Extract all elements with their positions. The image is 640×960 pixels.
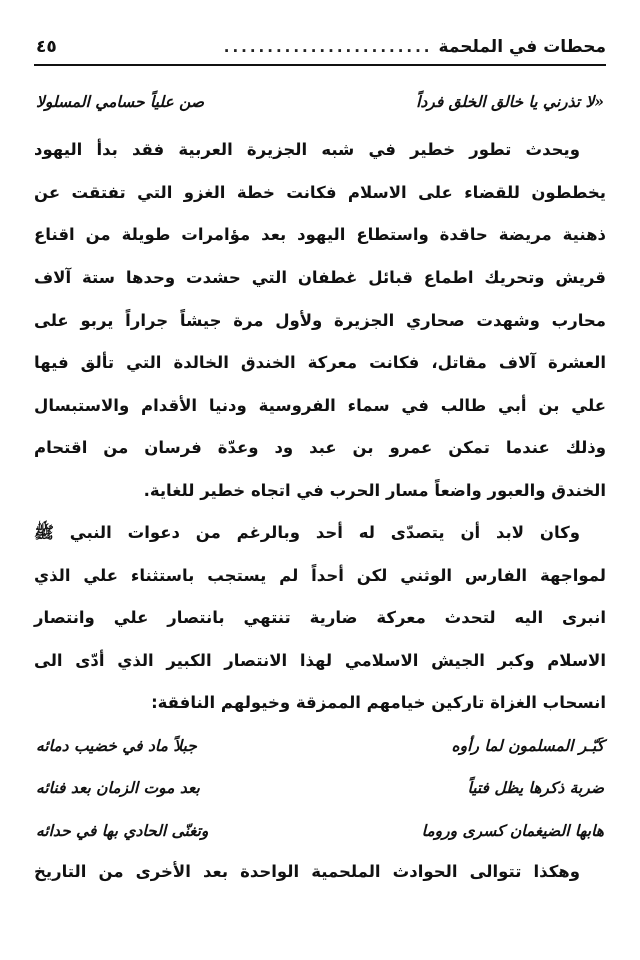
- paragraph-line: لمواجهة الفارس الوثني لكن أحداً لم يستجب باستثناء علي الذي: [34, 566, 606, 585]
- verse-first-hemistich: «لا تذرني يا خالق الخلق فرداً: [416, 92, 604, 111]
- verse-second-hemistich: صن علياً حسامي المسلولا: [36, 92, 205, 111]
- paragraph-line: ويحدث تطور خطير في شبه الجزيرة العربية فقد بدأ اليهود: [34, 140, 580, 159]
- opening-verse: [36, 92, 604, 111]
- verse-second-hemistich: بعد موت الزمان بعد فنائه: [36, 778, 200, 797]
- paragraph-line: انبرى اليه لتحدث معركة ضارية تنتهي بانتصار علي وانتصار: [34, 608, 606, 627]
- verse-first-hemistich: هابها الضيغمان كسرى وروما: [421, 821, 604, 840]
- paragraph-line: وهكذا تتوالى الحوادث الملحمية الواحدة بعد الأخرى من التاريخ: [34, 862, 580, 881]
- paragraph-line: علي بن أبي طالب في سماء الفروسية ودنيا الأقدام والاستبسال: [34, 396, 606, 415]
- paragraph-line: محارب وشهدت صحاري الجزيرة ولأول مرة جيشاً جراراً يربو على: [34, 311, 606, 330]
- paragraph-line: انسحاب الغزاة تاركين خيامهم الممزقة وخيولهم النافقة:: [151, 693, 606, 712]
- verse-first-hemistich: كَبّـر المسلمون لما رأوه: [451, 736, 604, 755]
- poem-verse: [36, 736, 604, 755]
- paragraph-line: قريش وتحريك اطماع قبائل غطفان التي حشدت وحدها ستة آلاف: [34, 268, 606, 287]
- running-title: محطات في الملحمة: [438, 37, 606, 57]
- paragraph-line: الاسلام وكبر الجيش الاسلامي لهذا الانتصار الكبير الذي أدّى الى: [34, 651, 606, 670]
- verse-second-hemistich: وتغنّى الحادي بها في حدائه: [36, 821, 209, 840]
- paragraph-line: يخططون للقضاء على الاسلام فكانت خطة الغزو التي تفتقت عن: [34, 183, 606, 202]
- poem-verse: [36, 821, 604, 840]
- verse-first-hemistich: ضربة ذكرها يظل فتياً: [467, 778, 604, 797]
- paragraph-line: ذهنية مريضة حاقدة واستطاع اليهود بعد مؤامرات طويلة من اقناع: [34, 225, 606, 244]
- page-header: [36, 34, 606, 60]
- verse-second-hemistich: جبلاً ماد في خضيب دمائه: [36, 736, 197, 755]
- paragraph-line: العشرة آلاف مقاتل، فكانت معركة الخندق الخالدة التي تألق فيها: [34, 353, 606, 372]
- paragraph-line: وذلك عندما تمكن عمرو بن عبد ود وعدّة فرسان من اقتحام: [34, 438, 606, 457]
- page-number: ٤٥: [36, 37, 57, 57]
- leader-dots: ........................: [223, 38, 433, 56]
- header-rule: [34, 64, 606, 66]
- poem-verse: [36, 778, 604, 797]
- paragraph-line: الخندق والعبور واضعاً مسار الحرب في اتجاه خطير للغاية.: [143, 481, 606, 500]
- paragraph-line: وكان لابد أن يتصدّى له أحد وبالرغم من دعوات النبي ﷺ: [34, 523, 580, 542]
